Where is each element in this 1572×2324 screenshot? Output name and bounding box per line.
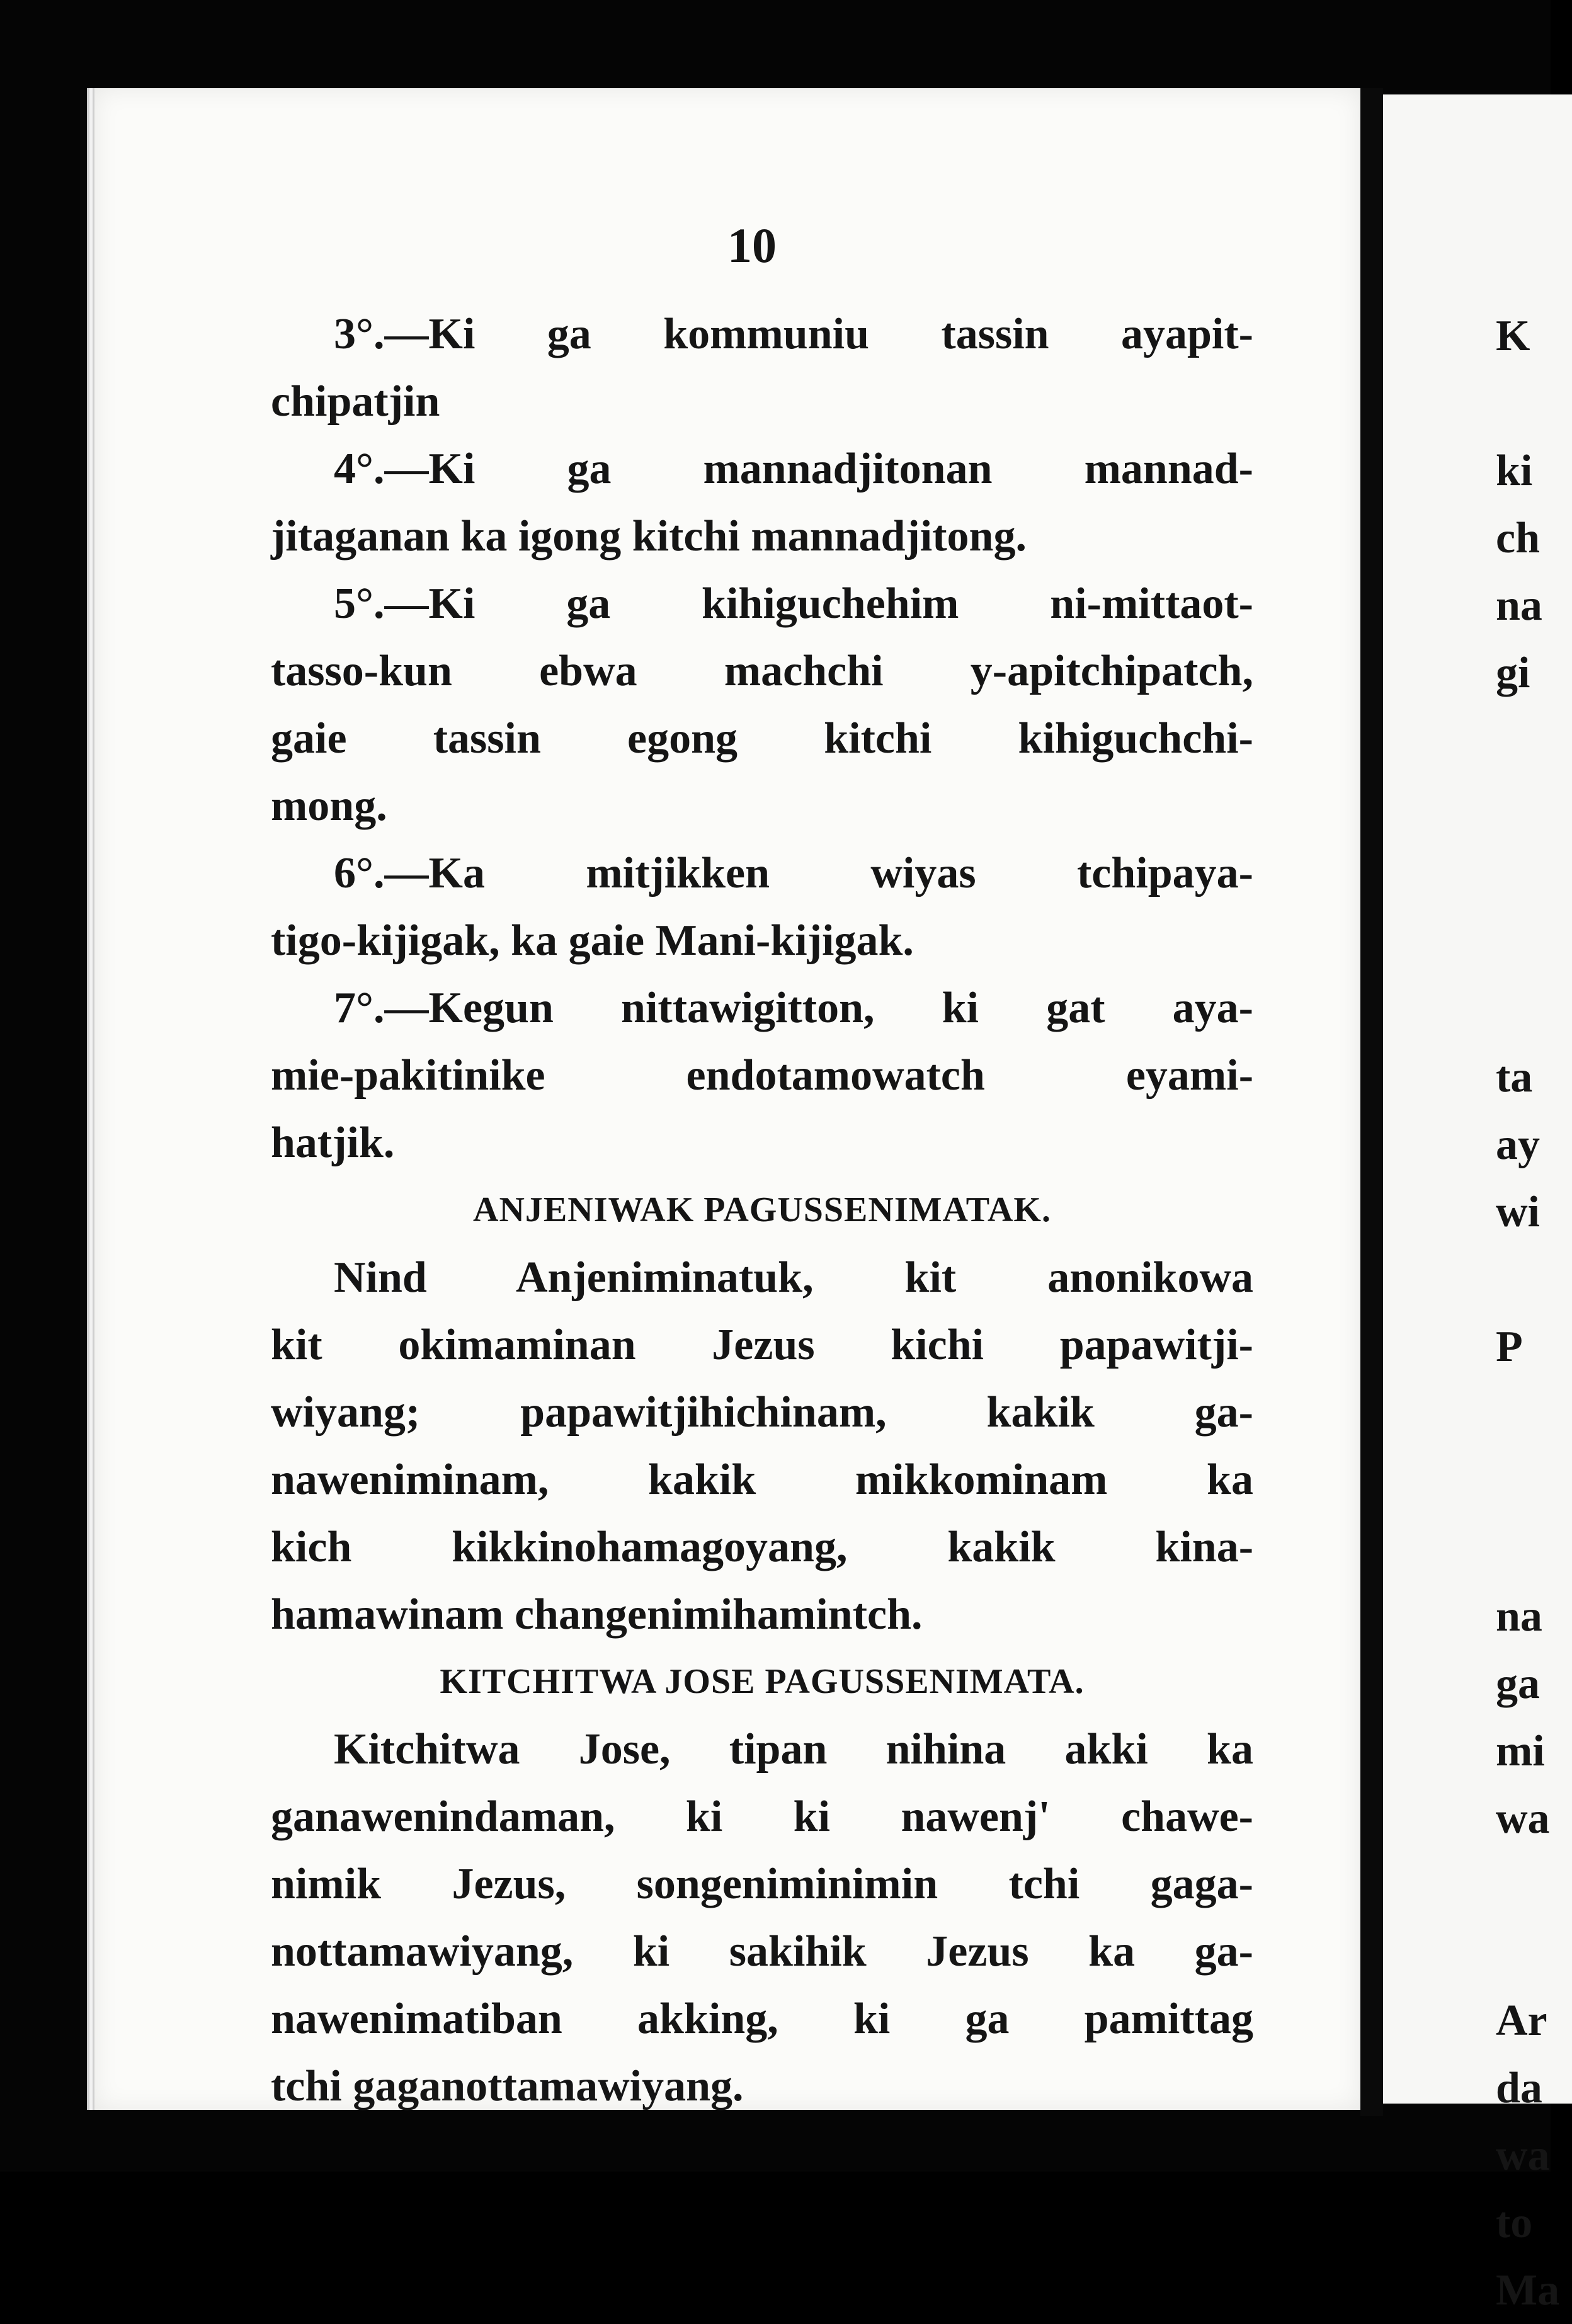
- text-fragment: [1496, 774, 1559, 841]
- text-line: kich kikkinohamagoyang, kakik kina-: [271, 1523, 1253, 1571]
- text-line: kit okimaminan Jezus kichi papawitji-: [271, 1321, 1253, 1369]
- text-line: ganawenindaman, ki ki nawenj' chawe-: [271, 1792, 1253, 1841]
- item-4: [271, 435, 1253, 570]
- text-fragment: [1496, 909, 1559, 976]
- text-fragment: Ar: [1496, 1996, 1547, 2045]
- text-fragment: [1496, 1920, 1559, 1987]
- text-fragment: P: [1496, 1323, 1523, 1371]
- text-line: tigo-kijigak, ka gaie Mani-kijigak.: [271, 916, 914, 965]
- text-fragment: [1496, 1246, 1559, 1313]
- text-line: nimik Jezus, songeniminimin tchi gaga-: [271, 1860, 1253, 1908]
- text-line: tchi gaganottamawiyang.: [271, 2062, 744, 2110]
- section-paragraph: [271, 1716, 1253, 2120]
- text-fragment: gi: [1496, 649, 1530, 697]
- text-fragment: to: [1496, 2199, 1533, 2247]
- book-gutter: [1360, 88, 1383, 2116]
- text-line: mong.: [271, 782, 387, 830]
- section-paragraph: [271, 1244, 1253, 1648]
- text-fragment: ch: [1496, 514, 1540, 562]
- text-line: naweniminam, kakik mikkominam ka: [271, 1455, 1253, 1504]
- item-6: [271, 840, 1253, 974]
- text-fragment: Ma: [1496, 2266, 1560, 2315]
- text-fragment: ki: [1496, 447, 1533, 495]
- text-line: 6°.—Ka mitjikken wiyas tchipaya-: [334, 849, 1253, 897]
- text-line: jitaganan ka igong kitchi mannadjitong.: [271, 512, 1027, 561]
- text-fragment: wa: [1496, 2131, 1550, 2180]
- text-line: mie-pakitinike endotamowatch eyami-: [271, 1051, 1253, 1100]
- text-line: gaie tassin egong kitchi kihiguchchi-: [271, 714, 1253, 763]
- text-line: chipatjin: [271, 377, 440, 426]
- text-fragment: [1496, 1381, 1559, 1448]
- text-fragment: mi: [1496, 1727, 1545, 1775]
- page-text: [271, 220, 1253, 2120]
- text-fragment: ga: [1496, 1660, 1540, 1708]
- section-heading: ANJENIWAK PAGUSSENIMATAK.: [473, 1190, 1051, 1229]
- text-fragment: [1496, 1515, 1559, 1583]
- text-line: 4°.—Ki ga mannadjitonan mannad-: [334, 445, 1253, 493]
- text-line: hamawinam changenimihamintch.: [271, 1590, 923, 1639]
- text-fragment: na: [1496, 581, 1542, 630]
- text-fragment: [1496, 841, 1559, 909]
- item-3: [271, 300, 1253, 435]
- text-fragment: [1496, 1448, 1559, 1515]
- text-line: Kitchitwa Jose, tipan nihina akki ka: [334, 1725, 1253, 1774]
- text-line: nawenimatiban akking, ki ga pamittag: [271, 1995, 1253, 2043]
- text-fragment: wa: [1496, 1794, 1550, 1843]
- text-line: tasso-kun ebwa machchi y-apitchipatch,: [271, 647, 1253, 695]
- section-heading: KITCHITWA JOSE PAGUSSENIMATA.: [440, 1662, 1085, 1701]
- text-line: 3°.—Ki ga kommuniu tassin ayapit-: [334, 310, 1253, 358]
- text-fragment: da: [1496, 2064, 1542, 2112]
- item-7: [271, 974, 1253, 1176]
- text-line: wiyang; papawitjihichinam, kakik ga-: [271, 1388, 1253, 1437]
- text-fragment: na: [1496, 1592, 1542, 1641]
- item-5: [271, 570, 1253, 840]
- text-line: hatjik.: [271, 1119, 395, 1167]
- text-fragment: K: [1496, 312, 1530, 360]
- text-fragment: ta: [1496, 1053, 1533, 1102]
- text-fragment: [1496, 1852, 1559, 1920]
- text-line: 5°.—Ki ga kihiguchehim ni-mittaot-: [334, 579, 1253, 628]
- next-page-text-fragments: [1496, 302, 1559, 2324]
- text-fragment: [1496, 370, 1559, 437]
- text-fragment: ay: [1496, 1120, 1540, 1169]
- text-line: 7°.—Kegun nittawigitton, ki gat aya-: [334, 984, 1253, 1032]
- page-number: 10: [727, 218, 777, 273]
- text-fragment: [1496, 976, 1559, 1044]
- text-fragment: wi: [1496, 1188, 1540, 1236]
- text-fragment: [1496, 707, 1559, 774]
- text-line: nottamawiyang, ki sakihik Jezus ka ga-: [271, 1927, 1253, 1976]
- text-line: Nind Anjeniminatuk, kit anonikowa: [334, 1253, 1253, 1302]
